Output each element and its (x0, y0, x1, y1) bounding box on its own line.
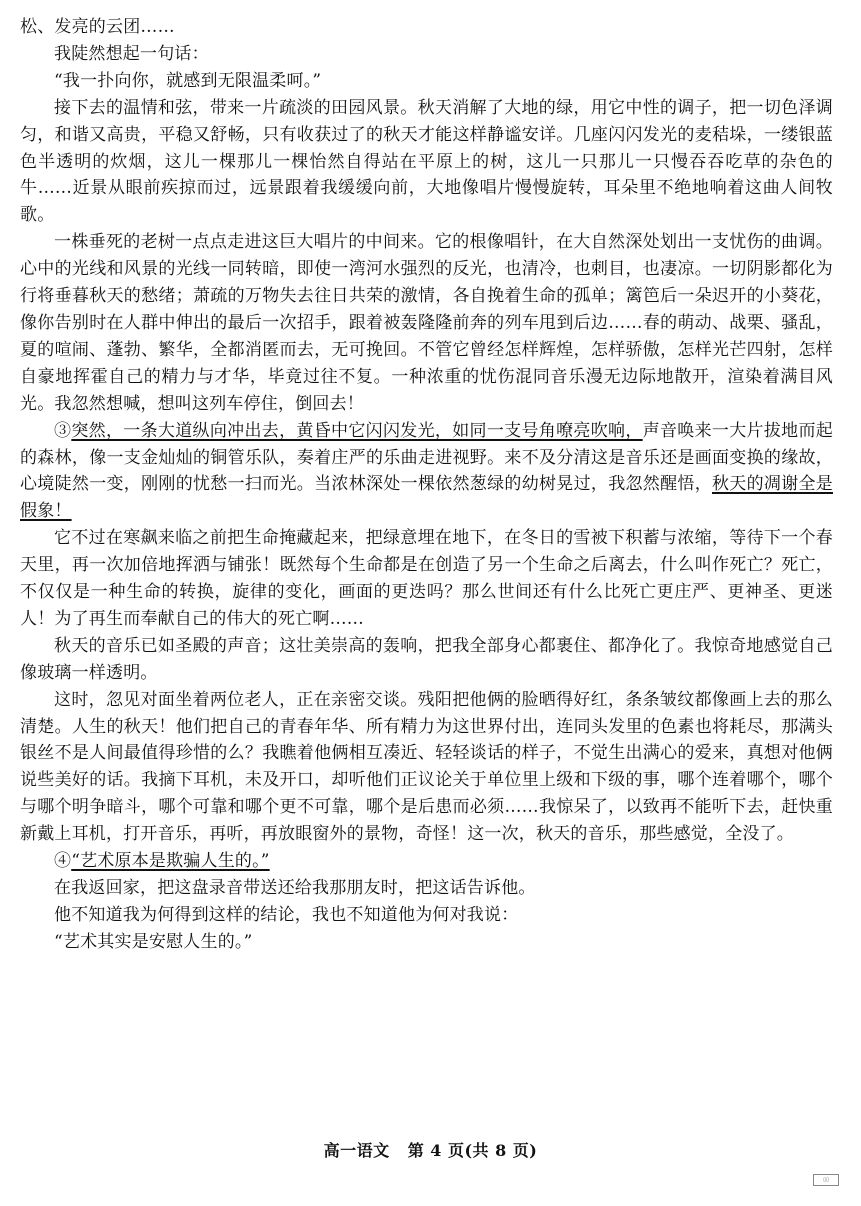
paragraph (20, 875, 833, 902)
paragraph (20, 929, 833, 956)
text-run: 松、发亮的云团…… (20, 17, 175, 37)
text-run: “我一扑向你，就感到无限温柔呵。” (54, 70, 322, 91)
text-run: 我陡然想起一句话： (54, 43, 209, 64)
paragraph (20, 14, 833, 41)
text-run: 它不过在寒飙来临之前把生命掩藏起来，把绿意埋在地下，在冬日的雪被下积蓄与浓缩，等待下一个春天里，再一次加倍地挥洒与铺张！既然每个生命都是在创造了另一个生命之后离去，什么叫作死亡？死亡，不仅仅是一种生命的转换，旋律的变化，画面的更迭吗？那么世间还有什么比死亡更庄严、更神圣、更迷人！为了再生而奉献自己的伟大的死亡啊…… (20, 528, 833, 629)
paragraph (20, 633, 833, 687)
paragraph (20, 848, 833, 875)
paragraph (20, 95, 833, 230)
underlined-text: 突然，一条大道纵向冲出去，黄昏中它闪闪发光，如同一支号角嘹亮吹响， (71, 420, 643, 441)
article-text (20, 14, 833, 956)
text-run: 秋天的音乐已如圣殿的声音；这壮美崇高的轰响，把我全部身心都裹住、都净化了。我惊奇地感觉自己像玻璃一样透明。 (20, 635, 833, 683)
paragraph (20, 229, 833, 417)
paragraph (20, 68, 833, 95)
footer-page-number: 第 4 页(共 8 页) (407, 1141, 538, 1160)
text-run: 接下去的温情和弦，带来一片疏淡的田园风景。秋天消解了大地的绿，用它中性的调子，把一切色泽调匀，和谐又高贵，平稳又舒畅，只有收获过了的秋天才能这样静谧安详。几座闪闪发光的麦秸垛，一缕银蓝色半透明的炊烟，这儿一棵那儿一棵怡然自得站在平原上的树，这儿一只那儿一只慢吞吞吃草的杂色的牛……近景从眼前疾掠而过，远景跟着我缓缓向前，大地像唱片慢慢旋转，耳朵里不绝地响着这曲人间牧歌。 (20, 97, 833, 226)
paragraph (20, 902, 833, 929)
paragraph (20, 418, 833, 526)
text-run: ④ (54, 851, 72, 872)
underlined-text: “艺术原本是欺骗人生的。” (71, 851, 270, 872)
footer-subject: 高一语文 (323, 1141, 390, 1160)
scanner-watermark-logo: ▯▯ (813, 1174, 839, 1186)
text-run: “艺术其实是安慰人生的。” (54, 931, 253, 952)
text-run: 他不知道我为何得到这样的结论，我也不知道他为何对我说： (54, 904, 519, 925)
page-footer (0, 1138, 861, 1161)
text-run: 这时，忽见对面坐着两位老人，正在亲密交谈。残阳把他俩的脸晒得好红，条条皱纹都像画上去的那么清楚。人生的秋天！他们把自己的青春年华、所有精力为这世界付出，连同头发里的色素也将耗尽，那满头银丝不是人间最值得珍惜的么？我瞧着他俩相互凑近、轻轻谈话的样子，不觉生出满心的爱来，真想对他俩说些美好的话。我摘下耳机，未及开口，却听他们正议论关于单位里上级和下级的事，哪个连着哪个，哪个与哪个明争暗斗，哪个可靠和哪个更不可靠，哪个是后患而必须……我惊呆了，以致再不能听下去，赶快重新戴上耳机，打开音乐，再听，再放眼窗外的景物，奇怪！这一次，秋天的音乐，那些感觉，全没了。 (20, 689, 833, 845)
text-run: 声音唤来一大片拔地而起的森林，像一支金灿灿的铜管乐队，奏着庄严的乐曲走进视野。来不及分清这是音乐还是画面变换的缘故，心境陡然一变，刚刚的忧愁一扫而光。当浓林深处一棵依然葱绿的幼树晃过，我忽然醒悟， (20, 420, 834, 495)
text-run: ③ (54, 420, 72, 441)
text-run: 一株垂死的老树一点点走进这巨大唱片的中间来。它的根像唱针，在大自然深处划出一支忧伤的曲调。心中的光线和风景的光线一同转暗，即使一湾河水强烈的反光，也清冷，也刺目，也凄凉。一切阴影都化为行将垂暮秋天的愁绪；萧疏的万物失去往日共荣的激情，各自挽着生命的孤单；篱笆后一朵迟开的小葵花，像你告别时在人群中伸出的最后一次招手，跟着被轰隆隆前奔的列车甩到后边……春的萌动、战栗、骚乱，夏的喧闹、蓬勃、繁华，全都消匿而去，无可挽回。不管它曾经怎样辉煌，怎样骄傲，怎样光芒四射，怎样自豪地挥霍自己的精力与才华，毕竟过往不复。一种浓重的忧伤混同音乐漫无边际地散开，渲染着满目风光。我忽然想喊，想叫这列车停住，倒回去！ (20, 232, 833, 414)
text-run: 在我返回家，把这盘录音带送还给我那朋友时，把这话告诉他。 (54, 878, 536, 898)
underlined-text: 秋天的凋谢全是假象！ (20, 474, 833, 522)
paragraph (20, 41, 833, 68)
paragraph (20, 525, 833, 633)
paragraph (20, 687, 833, 848)
